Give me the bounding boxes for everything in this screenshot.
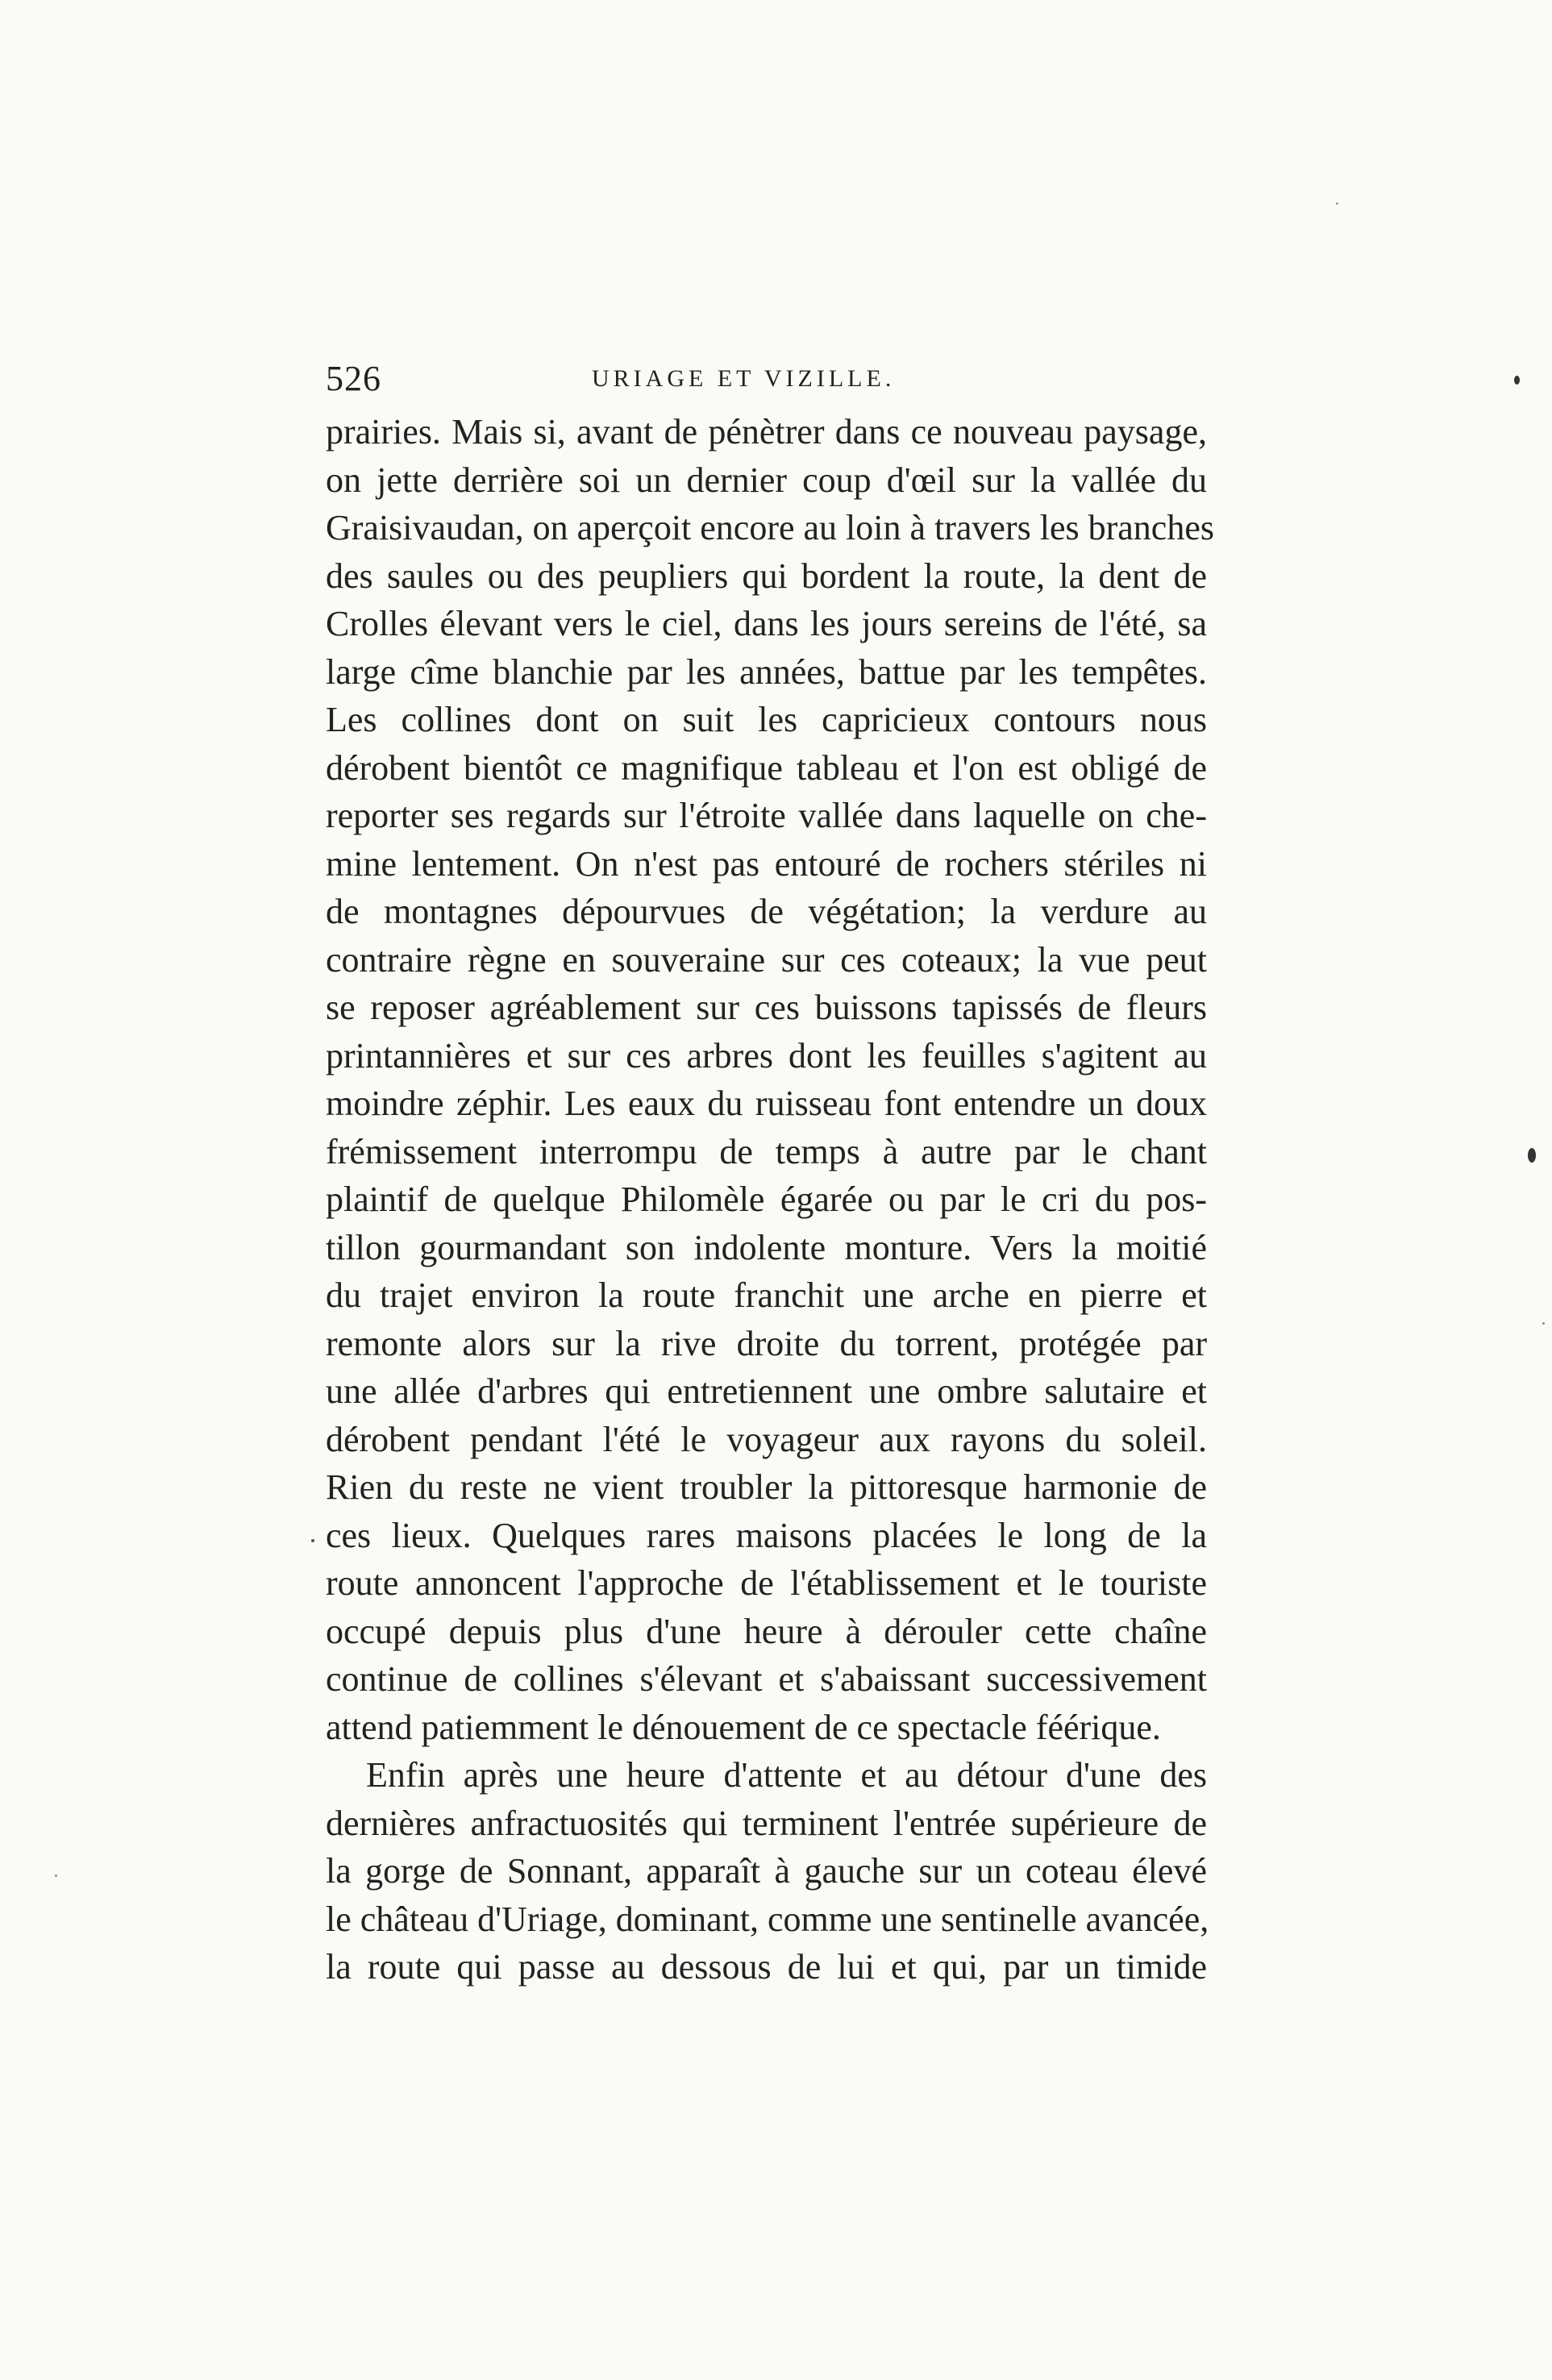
body-text [326,408,1214,1991]
text-line: le château d'Uriage, dominant, comme une sentinelle avancée, [326,1899,1209,1939]
text-line: de montagnes dépourvues de végétation; la verdure au [326,892,1207,931]
text-line: du trajet environ la route franchit une arche en pierre et [326,1275,1207,1315]
text-line: dérobent pendant l'été le voyageur aux rayons du soleil. [326,1419,1207,1459]
text-line: la route qui passe au dessous de lui et qui, par un timide [326,1947,1207,1987]
text-line: Crolles élevant vers le ciel, dans les jours sereins de l'été, sa [326,604,1207,643]
text-line: Rien du reste ne vient troubler la pittoresque harmonie de [326,1467,1207,1507]
text-line: remonte alors sur la rive droite du torrent, protégée par [326,1323,1207,1363]
text-line: Les collines dont on suit les capricieux contours nous [326,700,1207,739]
text-line: contraire règne en souveraine sur ces coteaux; la vue peut [326,939,1207,980]
scan-speck [1542,1322,1545,1325]
scan-speck [1528,1148,1536,1163]
running-title: URIAGE ET VIZILLE. [592,365,896,392]
text-line: plaintif de quelque Philomèle égarée ou par le cri du pos- [326,1180,1207,1219]
text-line: attend patiemment le dénouement de ce spectacle féérique. [326,1707,1161,1747]
text-line: ces lieux. Quelques rares maisons placées le long de la [326,1515,1207,1555]
text-line: on jette derrière soi un dernier coup d'œil sur la vallée du [326,460,1207,500]
text-line: route annoncent l'approche de l'établissement et le touriste [326,1563,1207,1603]
text-line: dérobent bientôt ce magnifique tableau et l'on est obligé de [326,747,1207,788]
text-line: printannières et sur ces arbres dont les feuilles s'agitent au [326,1035,1207,1076]
text-line: des saules ou des peupliers qui bordent la route, la dent de [326,555,1207,596]
text-line: mine lentement. On n'est pas entouré de rochers stériles ni [326,843,1207,884]
text-line: Graisivaudan, on aperçoit encore au loin à travers les branches [326,508,1214,547]
text-line: large cîme blanchie par les années, battue par les tempêtes. [326,651,1207,692]
text-line: reporter ses regards sur l'étroite vallée dans laquelle on che- [326,796,1207,835]
text-line: frémissement interrompu de temps à autre par le chant [326,1131,1207,1171]
text-line: se reposer agréablement sur ces buissons tapissés de fleurs [326,988,1207,1027]
text-line: occupé depuis plus d'une heure à dérouler cette chaîne [326,1611,1207,1651]
text-line: Enfin après une heure d'attente et au détour d'une des [366,1755,1207,1795]
text-line: moindre zéphir. Les eaux du ruisseau font entendre un doux [326,1084,1207,1123]
text-line: tillon gourmandant son indolente monture. Vers la moitié [326,1227,1207,1267]
scan-speck [311,1539,314,1542]
text-line: une allée d'arbres qui entretiennent une ombre salutaire et [326,1371,1207,1411]
text-line: la gorge de Sonnant, apparaît à gauche sur un coteau élevé [326,1851,1207,1891]
text-line: continue de collines s'élevant et s'abaissant successivement [326,1659,1207,1699]
text-line: prairies. Mais si, avant de pénètrer dans ce nouveau paysage, [326,412,1207,451]
scan-speck [55,1874,57,1877]
scan-speck [1336,202,1338,205]
page-number: 526 [326,359,381,398]
text-line: dernières anfractuosités qui terminent l'entrée supérieure de [326,1803,1207,1843]
scan-speck [1514,376,1520,385]
page-header [326,358,1209,400]
